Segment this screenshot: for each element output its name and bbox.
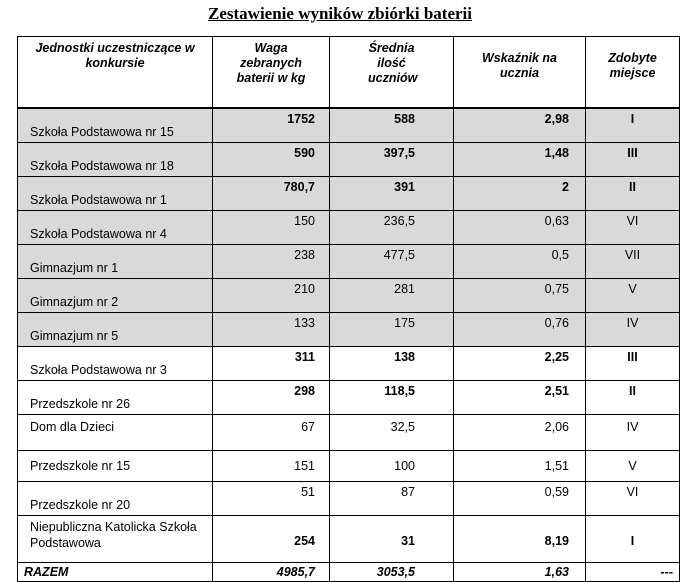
total-label: RAZEM [18, 563, 213, 582]
header-units: Jednostki uczestniczące w konkursie [18, 37, 213, 109]
unit-name: Przedszkole nr 15 [18, 451, 213, 482]
place-value: IV [586, 313, 680, 347]
results-table [17, 36, 680, 582]
ratio-value: 2,98 [454, 108, 586, 143]
students-value: 100 [330, 451, 454, 482]
weight-value: 67 [213, 415, 330, 451]
weight-value: 254 [213, 516, 330, 563]
header-students: Średnia ilość uczniów [330, 37, 454, 109]
ratio-value: 8,19 [454, 516, 586, 563]
table-row [18, 381, 680, 415]
table-row [18, 347, 680, 381]
place-value: II [586, 177, 680, 211]
unit-name: Szkoła Podstawowa nr 3 [18, 347, 213, 381]
table-row [18, 177, 680, 211]
weight-value: 150 [213, 211, 330, 245]
weight-value: 1752 [213, 108, 330, 143]
ratio-value: 2,25 [454, 347, 586, 381]
ratio-value: 0,59 [454, 482, 586, 516]
place-value: VII [586, 245, 680, 279]
table-row [18, 245, 680, 279]
header-place: Zdobyte miejsce [586, 37, 680, 109]
weight-value: 51 [213, 482, 330, 516]
unit-name: Przedszkole nr 26 [18, 381, 213, 415]
table-row [18, 451, 680, 482]
place-value: VI [586, 211, 680, 245]
header-weight: Waga zebranych baterii w kg [213, 37, 330, 109]
students-value: 138 [330, 347, 454, 381]
unit-name: Gimnazjum nr 5 [18, 313, 213, 347]
unit-name: Niepubliczna Katolicka Szkoła Podstawowa [18, 516, 213, 563]
ratio-value: 2,51 [454, 381, 586, 415]
place-value: I [586, 108, 680, 143]
total-students: 3053,5 [330, 563, 454, 582]
students-value: 281 [330, 279, 454, 313]
table-row [18, 108, 680, 143]
total-weight: 4985,7 [213, 563, 330, 582]
students-value: 118,5 [330, 381, 454, 415]
table-row [18, 211, 680, 245]
place-value: V [586, 279, 680, 313]
unit-name: Gimnazjum nr 2 [18, 279, 213, 313]
ratio-value: 2,06 [454, 415, 586, 451]
table-row [18, 279, 680, 313]
header-ratio: Wskaźnik na ucznia [454, 37, 586, 109]
header-row [18, 37, 680, 109]
weight-value: 133 [213, 313, 330, 347]
students-value: 391 [330, 177, 454, 211]
unit-name: Szkoła Podstawowa nr 15 [18, 108, 213, 143]
students-value: 236,5 [330, 211, 454, 245]
ratio-value: 2 [454, 177, 586, 211]
place-value: VI [586, 482, 680, 516]
total-row [18, 563, 680, 582]
students-value: 31 [330, 516, 454, 563]
ratio-value: 0,63 [454, 211, 586, 245]
table-row [18, 143, 680, 177]
ratio-value: 0,75 [454, 279, 586, 313]
students-value: 87 [330, 482, 454, 516]
unit-name: Gimnazjum nr 1 [18, 245, 213, 279]
students-value: 175 [330, 313, 454, 347]
weight-value: 298 [213, 381, 330, 415]
table-row [18, 313, 680, 347]
weight-value: 311 [213, 347, 330, 381]
place-value: V [586, 451, 680, 482]
ratio-value: 0,5 [454, 245, 586, 279]
unit-name: Dom dla Dzieci [18, 415, 213, 451]
weight-value: 210 [213, 279, 330, 313]
unit-name: Szkoła Podstawowa nr 4 [18, 211, 213, 245]
document-title: Zestawienie wyników zbiórki baterii [208, 4, 472, 23]
students-value: 477,5 [330, 245, 454, 279]
place-value: I [586, 516, 680, 563]
students-value: 588 [330, 108, 454, 143]
unit-name: Szkoła Podstawowa nr 18 [18, 143, 213, 177]
weight-value: 151 [213, 451, 330, 482]
ratio-value: 1,51 [454, 451, 586, 482]
total-ratio: 1,63 [454, 563, 586, 582]
weight-value: 238 [213, 245, 330, 279]
unit-name: Przedszkole nr 20 [18, 482, 213, 516]
students-value: 32,5 [330, 415, 454, 451]
table-row [18, 415, 680, 451]
place-value: III [586, 347, 680, 381]
total-place: --- [586, 563, 680, 582]
ratio-value: 0,76 [454, 313, 586, 347]
place-value: III [586, 143, 680, 177]
ratio-value: 1,48 [454, 143, 586, 177]
table-row [18, 482, 680, 516]
weight-value: 780,7 [213, 177, 330, 211]
students-value: 397,5 [330, 143, 454, 177]
table-row [18, 516, 680, 563]
place-value: II [586, 381, 680, 415]
weight-value: 590 [213, 143, 330, 177]
place-value: IV [586, 415, 680, 451]
unit-name: Szkoła Podstawowa nr 1 [18, 177, 213, 211]
